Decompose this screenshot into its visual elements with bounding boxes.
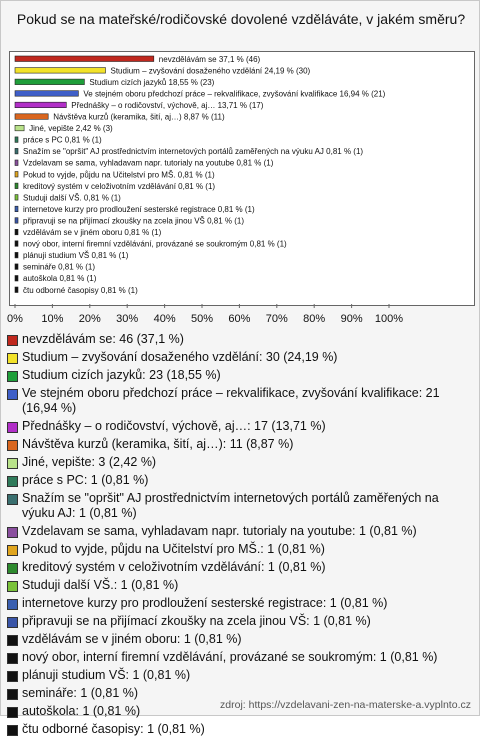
source-note: zdroj: https://vzdelavani-zen-na-materske-a.vyplnto.cz — [220, 699, 471, 711]
legend-swatch-6 — [7, 458, 18, 469]
bar-label-8: Snažím se "opršit" AJ prostřednictvím internetových portálů zaměřených na výuku AJ 0,81 % (1) — [23, 147, 364, 157]
x-tick-label-9: 90% — [340, 313, 363, 325]
bar-9 — [15, 160, 18, 166]
legend-swatch-4 — [7, 422, 18, 433]
bar-label-18: semináře 0,81 % (1) — [23, 262, 96, 272]
legend-swatch-16 — [7, 653, 18, 664]
legend-label-9: Vzdelavam se sama, vyhladavam napr. tutorialy na youtube: 1 (0,81 %) — [22, 524, 417, 538]
legend-swatch-7 — [7, 476, 18, 487]
legend-label-1: Studium – zvyšování dosaženého vzdělání: 30 (24,19 %) — [22, 350, 338, 364]
legend-item-11 — [7, 560, 473, 575]
bar-label-1: Studium – zvyšování dosaženého vzdělání 24,19 % (30) — [110, 66, 311, 76]
x-tick-label-8: 80% — [303, 313, 326, 325]
bar-label-5: Návštěva kurzů (keramika, šití, aj…) 8,87 % (11) — [53, 112, 225, 122]
bar-4 — [15, 102, 66, 108]
legend-label-2: Studium cizích jazyků: 23 (18,55 %) — [22, 368, 221, 382]
legend-item-16 — [7, 650, 473, 665]
legend-label-8: Snažím se "opršit" AJ prostřednictvím internetových portálů zaměřených na výuku AJ: 1 (0,81 %) — [22, 491, 439, 520]
bar-label-13: internetove kurzy pro prodloužení sesterské registrace 0,81 % (1) — [23, 204, 255, 214]
legend-item-6 — [7, 455, 473, 470]
x-tick-label-10: 100% — [374, 313, 404, 325]
legend-label-18: semináře: 1 (0,81 %) — [22, 686, 139, 700]
bar-label-0: nevzdělávám se 37,1 % (46) — [158, 54, 261, 64]
legend-label-5: Návštěva kurzů (keramika, šití, aj…): 11 (8,87 %) — [22, 437, 294, 451]
bar-18 — [15, 264, 18, 270]
legend-label-12: Studuji další VŠ.: 1 (0,81 %) — [22, 578, 179, 592]
legend-swatch-1 — [7, 353, 18, 364]
legend-label-7: práce s PC: 1 (0,81 %) — [22, 473, 149, 487]
legend-item-4 — [7, 419, 473, 434]
bar-label-11: kreditový systém v celoživotním vzdělávání 0,81 % (1) — [23, 181, 216, 191]
legend-swatch-11 — [7, 563, 18, 574]
legend-label-20: čtu odborné časopisy: 1 (0,81 %) — [22, 722, 205, 736]
x-tick-label-3: 30% — [116, 313, 139, 325]
legend-label-10: Pokud to vyjde, půjdu na Učitelství pro MŠ.: 1 (0,81 %) — [22, 542, 325, 556]
legend-item-17 — [7, 668, 473, 683]
bar-label-15: vzdělávám se v jiném oboru 0,81 % (1) — [23, 228, 162, 237]
bar-7 — [15, 137, 18, 143]
chart-title: Pokud se na mateřské/rodičovské dovolené vzděláváte, v jakém směru? — [16, 11, 466, 27]
legend-swatch-20 — [7, 725, 18, 736]
legend-swatch-9 — [7, 527, 18, 538]
bar-label-16: nový obor, interní firemní vzdělávání, provázané se soukromým 0,81 % (1) — [23, 239, 287, 249]
bar-15 — [15, 229, 18, 235]
bar-17 — [15, 252, 18, 258]
bar-label-19: autoškola 0,81 % (1) — [23, 274, 97, 284]
bar-chart — [1, 1, 480, 331]
legend-swatch-10 — [7, 545, 18, 556]
legend-item-5 — [7, 437, 473, 452]
bar-label-10: Pokud to vyjde, půjdu na Učitelství pro MŠ. 0,81 % (1) — [23, 170, 215, 180]
legend-swatch-14 — [7, 617, 18, 628]
bar-1 — [15, 68, 106, 74]
bar-8 — [15, 148, 18, 154]
legend-swatch-0 — [7, 335, 18, 346]
legend-item-2 — [7, 368, 473, 383]
legend-swatch-15 — [7, 635, 18, 646]
bar-label-9: Vzdelavam se sama, vyhladavam napr. tutorialy na youtube 0,81 % (1) — [23, 158, 274, 168]
bar-6 — [15, 125, 24, 131]
legend-item-10 — [7, 542, 473, 557]
x-tick-label-1: 10% — [41, 313, 64, 325]
legend-label-6: Jiné, vepište: 3 (2,42 %) — [22, 455, 157, 469]
bar-label-4: Přednášky – o rodičovství, výchově, aj… 13,71 % (17) — [71, 101, 264, 110]
bar-16 — [15, 241, 18, 247]
legend-item-13 — [7, 596, 473, 611]
bar-3 — [15, 91, 78, 97]
bar-14 — [15, 218, 18, 224]
x-tick-label-4: 40% — [153, 313, 176, 325]
legend-label-13: internetove kurzy pro prodloužení sesterské registrace: 1 (0,81 %) — [22, 596, 388, 610]
legend-swatch-8 — [7, 494, 18, 505]
legend-item-15 — [7, 632, 473, 647]
bar-label-12: Studuji další VŠ. 0,81 % (1) — [23, 193, 121, 203]
bar-label-7: práce s PC 0,81 % (1) — [23, 135, 102, 145]
legend-item-3 — [7, 386, 473, 416]
legend-item-0 — [7, 332, 473, 347]
legend-label-14: připravuji se na přijímací zkoušky na zcela jinou VŠ: 1 (0,81 %) — [22, 614, 371, 628]
x-tick-label-0: 0% — [7, 313, 23, 325]
legend-label-16: nový obor, interní firemní vzdělávání, provázané se soukromým: 1 (0,81 %) — [22, 650, 438, 664]
bar-10 — [15, 172, 18, 178]
bar-2 — [15, 79, 84, 85]
bar-label-17: plánuji studium VŠ 0,81 % (1) — [23, 251, 129, 261]
legend-item-12 — [7, 578, 473, 593]
x-tick-label-7: 70% — [265, 313, 288, 325]
legend-label-3: Ve stejném oboru předchozí práce – rekvalifikace, zvyšování kvalifikace: 21 (16,94 %) — [22, 386, 440, 415]
bar-5 — [15, 114, 48, 120]
legend-swatch-18 — [7, 689, 18, 700]
bar-label-6: Jiné, vepište 2,42 % (3) — [29, 124, 113, 134]
legend-swatch-5 — [7, 440, 18, 451]
legend-item-8 — [7, 491, 473, 521]
bar-12 — [15, 195, 18, 201]
bar-20 — [15, 287, 18, 293]
bar-0 — [15, 56, 154, 62]
legend-item-1 — [7, 350, 473, 365]
legend-item-9 — [7, 524, 473, 539]
legend — [7, 332, 473, 740]
legend-item-20 — [7, 722, 473, 737]
legend-label-19: autoškola: 1 (0,81 %) — [22, 704, 141, 718]
legend-swatch-17 — [7, 671, 18, 682]
bar-13 — [15, 206, 18, 212]
legend-label-4: Přednášky – o rodičovství, výchově, aj…: 17 (13,71 %) — [22, 419, 326, 433]
legend-label-17: plánuji studium VŠ: 1 (0,81 %) — [22, 668, 191, 682]
legend-swatch-2 — [7, 371, 18, 382]
legend-swatch-13 — [7, 599, 18, 610]
bar-11 — [15, 183, 18, 189]
bar-label-14: připravuji se na přijímací zkoušky na zcela jinou VŠ 0,81 % (1) — [23, 216, 244, 226]
legend-label-15: vzdělávám se v jiném oboru: 1 (0,81 %) — [22, 632, 242, 646]
legend-swatch-19 — [7, 707, 18, 718]
x-tick-label-6: 60% — [228, 313, 251, 325]
legend-item-14 — [7, 614, 473, 629]
bar-19 — [15, 276, 18, 282]
legend-item-7 — [7, 473, 473, 488]
legend-swatch-12 — [7, 581, 18, 592]
bar-label-3: Ve stejném oboru předchozí práce – rekvalifikace, zvyšování kvalifikace 16,94 % (21) — [83, 89, 386, 99]
x-tick-label-2: 20% — [78, 313, 101, 325]
legend-label-11: kreditový systém v celoživotním vzdělávání: 1 (0,81 %) — [22, 560, 326, 574]
bar-label-20: čtu odborné časopisy 0,81 % (1) — [23, 285, 138, 295]
legend-label-0: nevzdělávám se: 46 (37,1 %) — [22, 332, 184, 346]
legend-swatch-3 — [7, 389, 18, 400]
bar-label-2: Studium cizích jazyků 18,55 % (23) — [89, 77, 215, 87]
x-tick-label-5: 50% — [190, 313, 214, 325]
